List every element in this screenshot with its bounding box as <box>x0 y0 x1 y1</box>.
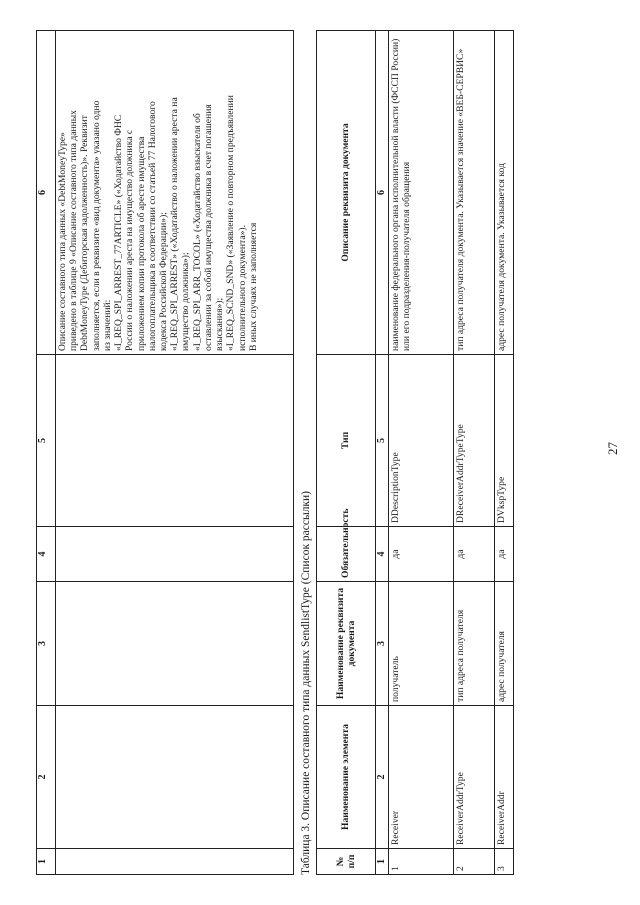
header-cell: Тип <box>317 355 376 527</box>
description-line: «I_REQ_SCND_SND» («Заявление о повторном предъявлении <box>225 95 237 351</box>
description-line: взыскания»); <box>214 297 226 351</box>
table-sendlist <box>316 30 514 875</box>
requisite-name: получатель <box>389 582 454 706</box>
description-line: имущество должника»); <box>180 252 192 351</box>
row-number: 1 <box>389 849 454 875</box>
description-line: «I_REQ_SPI_ARREST_77ARTICLE» («Ходатайство ФНС <box>113 114 125 351</box>
description-line: налогоплательщика в соответствии со статьей 77 Налогового <box>146 101 158 351</box>
type-name: DVkspType <box>495 355 514 527</box>
required-flag: да <box>495 527 514 582</box>
col-number-4: 4 <box>376 527 389 582</box>
header-row <box>317 31 376 875</box>
description-line: приложением копии протокола об аресте имущества <box>135 136 147 351</box>
element-name: ReceiverAddr <box>495 706 514 849</box>
type-name: DReceiverAddrTypeType <box>454 355 495 527</box>
col-number-1: 1 <box>376 849 389 875</box>
table-continuation <box>36 30 294 875</box>
description-line: В иных случаях не заполняется <box>247 222 259 351</box>
requisite-description: тип адреса получателя документа. Указывается значение «ВЕБ-СЕРВИС» <box>454 31 495 355</box>
requisite-description: адрес получателя документа. Указывается код <box>495 31 514 355</box>
description-line: приведено в таблице 9 «Описание составного типа данных <box>68 110 80 351</box>
description-line: заполняется, если в реквизите «вид документа» указано одно <box>90 100 102 351</box>
col-number-6: 6 <box>37 31 56 355</box>
col-number-2: 2 <box>376 706 389 849</box>
header-cell: Описание реквизита документа <box>317 31 376 355</box>
description-line: исполнительного документа»). <box>236 225 248 351</box>
table-row <box>389 31 454 875</box>
element-name: ReceiverAddrType <box>454 706 495 849</box>
header-cell: № п/п <box>317 849 376 875</box>
requisite-description: наименование федерального органа исполнительной власти (ФССП России) или его подразделения-получателя обращения <box>389 31 454 355</box>
description-line: из значений: <box>101 299 113 351</box>
col-number-2: 2 <box>37 706 56 849</box>
description-line: оставлении за собой имущества должника в счет погашения <box>202 104 214 351</box>
column-number-row <box>376 31 389 875</box>
required-flag: да <box>389 527 454 582</box>
col-number-4: 4 <box>37 527 56 582</box>
col-number-6: 6 <box>376 31 389 355</box>
row-number: 2 <box>454 849 495 875</box>
description-line: России о наложении ареста на имущество должника с <box>124 129 136 351</box>
table-row <box>454 31 495 875</box>
page-number: 27 <box>605 442 620 455</box>
description-line: DebtMoneyType (Дебиторская задолженность)». Реквизит <box>79 115 91 351</box>
element-name: Receiver <box>389 706 454 849</box>
description-line: Описание составного типа данных «DebtMoneyType» <box>57 132 68 351</box>
col-number-5: 5 <box>376 355 389 527</box>
table-caption: Таблица 3. Описание составного типа данных SendlistType (Список рассылки) <box>300 490 312 875</box>
column-number-row <box>37 31 56 875</box>
type-name: DDescriptionType <box>389 355 454 527</box>
col-number-3: 3 <box>376 582 389 706</box>
col-number-3: 3 <box>37 582 56 706</box>
header-cell: Наименование элемента <box>317 706 376 849</box>
description-cell <box>56 31 294 355</box>
table-row <box>56 31 294 875</box>
header-cell: Наименование реквизита документа <box>317 582 376 706</box>
description-line: «I_REQ_SPI_ARR_TOCOL» («Ходатайство взыскателя об <box>191 113 203 351</box>
col-number-5: 5 <box>37 355 56 527</box>
requisite-name: тип адреса получателя <box>454 582 495 706</box>
table-row <box>495 31 514 875</box>
col-number-1: 1 <box>37 849 56 875</box>
required-flag: да <box>454 527 495 582</box>
row-number: 3 <box>495 849 514 875</box>
requisite-name: адрес получателя <box>495 582 514 706</box>
description-line: «I_REQ_SPI_ARREST» («Ходатайство о наложении ареста на <box>169 97 181 351</box>
description-line: кодекса Российской Федерации»); <box>157 212 169 351</box>
header-cell: Обязательность <box>317 527 376 582</box>
